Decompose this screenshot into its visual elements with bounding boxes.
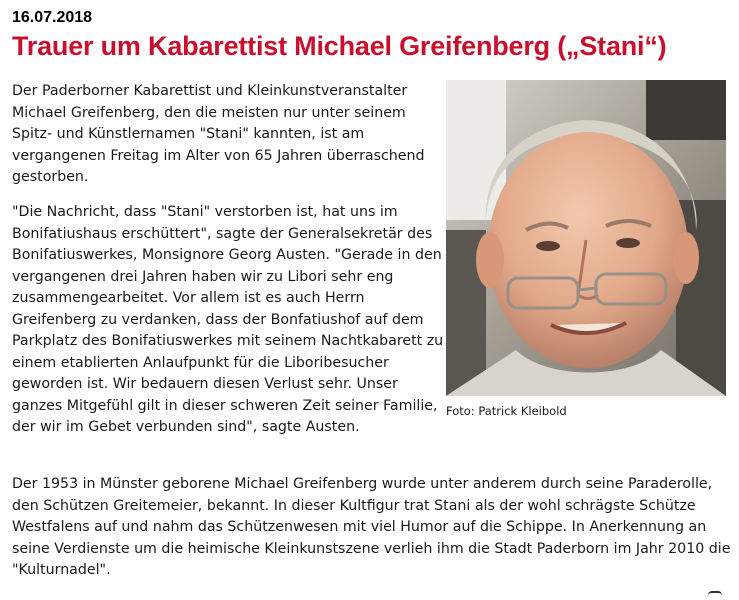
article-paragraph: Der 1953 in Münster geborene Michael Greifenberg wurde unter anderem durch seine Paraderolle, den Schützen Greitemeier, bekannt. In dieser Kultfigur trat Stani als der wohl schrägste Schütze Westfalens auf und nahm das Schützenwesen mit viel Humor auf die Schippe. In Anerkennung an seine Verdienste um die heimische Kleinkunstszene verlieh ihm die Stadt Paderborn im Jahr 2010 die "Kulturnadel". [12,476,731,578]
article-date: 16.07.2018 [12,9,93,26]
article-photo [446,80,726,396]
portrait-image [446,80,726,396]
corner-mark [708,591,722,595]
article-paragraph: Der Paderborner Kabarettist und Kleinkunstveranstalter Michael Greifenberg, den die meisten nur unter seinem Spitz- und Künstlernamen "Stani" kannten, ist am vergangenen Freitag im Alter von 65 Jahren überraschend gestorben. [12,83,425,185]
article-title: Trauer um Kabarettist Michael Greifenberg („Stani“) [12,31,667,61]
photo-caption: Foto: Patrick Kleibold [446,404,567,418]
article-paragraph: "Die Nachricht, dass "Stani" verstorben ist, hat uns im Bonifatiushaus erschüttert", sagte der Generalsekretär des Bonifatiuswerkes, Monsignore Georg Austen. "Gerade in den vergangenen drei Jahren haben wir zu Libori sehr eng zusammengearbeitet. Vor allem ist es auch Herrn Greifenberg zu verdanken, dass der Bonfatiushof auf dem Parkplatz des Bonifatiuswerkes mit seinem Nachtkabarett zu einem etablierten Anlaufpunkt für die Liboribesucher geworden ist. Wir bedauern diesen Verlust sehr. Unser ganzes Mitgefühl gilt in dieser schweren Zeit seiner Familie, der wir im Gebet verbunden sind", sagte Austen. [12,204,444,435]
